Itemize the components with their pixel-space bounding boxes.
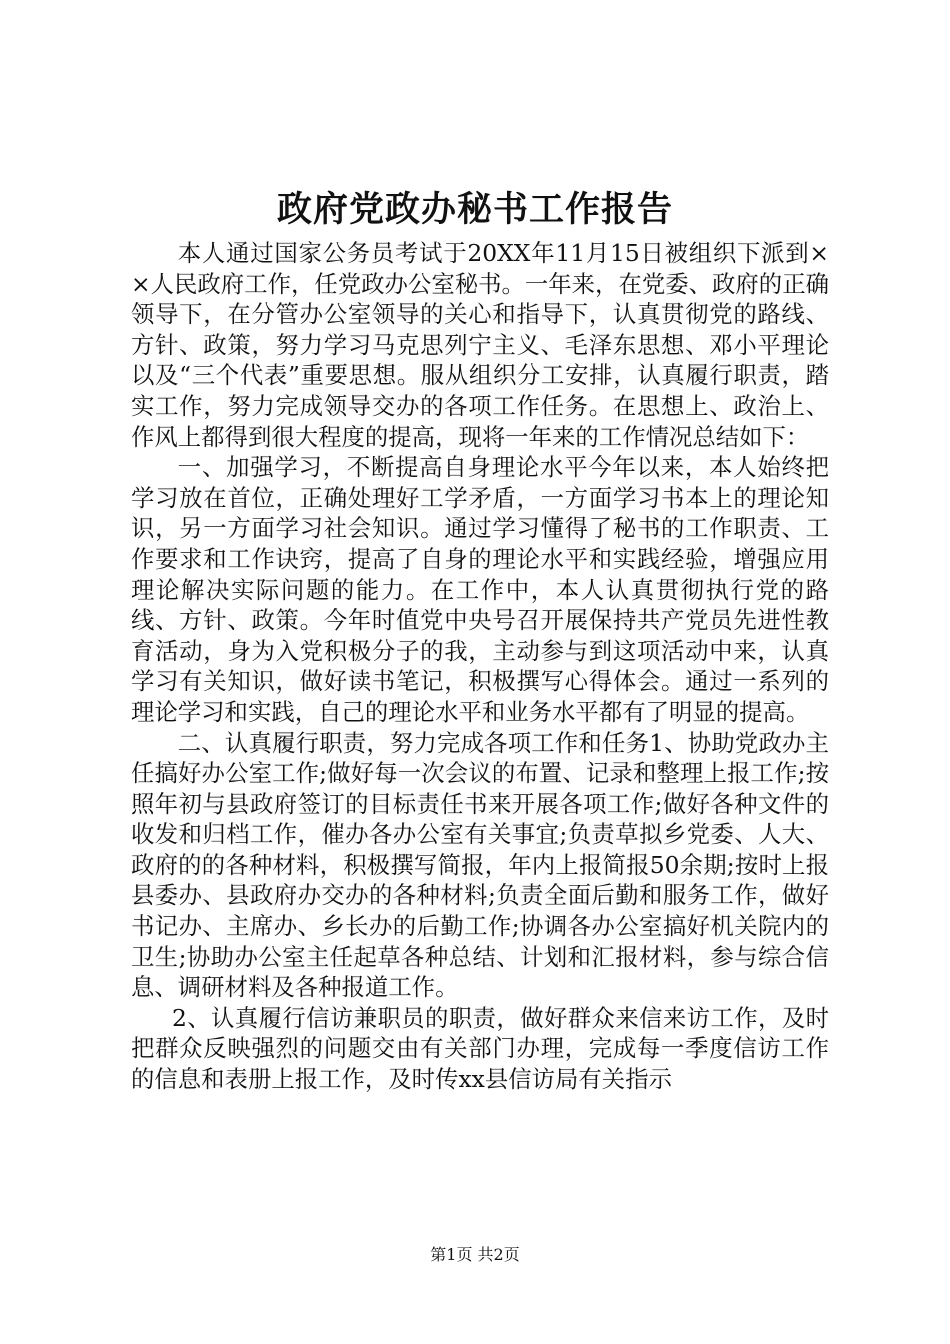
page-number-footer: 第1页 共2页: [430, 1245, 520, 1264]
paragraph-duties: 二、认真履行职责，努力完成各项工作和任务1、协助党政办主任搞好办公室工作;做好每一次会议的布置、记录和整理上报工作;按照年初与县政府签订的目标责任书来开展各项工作;做好各种文件的收发和归档工作，催办各办公室有关事宜;负责草拟乡党委、人大、政府的的各种材料，积极撰写简报，年内上报简报50余期;按时上报县委办、县政府办交办的各种材料;负责全面后勤和服务工作，做好书记办、主席办、乡长办的后勤工作;协调各办公室搞好机关院内的卫生;协助办公室主任起草各种总结、计划和汇报材料，参与综合信息、调研材料及各种报道工作。: [131, 728, 829, 1002]
document-title: 政府党政办秘书工作报告: [276, 189, 673, 230]
document-body: [131, 238, 829, 1095]
paragraph-petition: 2、认真履行信访兼职员的职责，做好群众来信来访工作，及时把群众反映强烈的问题交由有关部门办理，完成每一季度信访工作的信息和表册上报工作，及时传xx县信访局有关指示: [131, 1003, 829, 1094]
paragraph-intro: 本人通过国家公务员考试于20XX年11月15日被组织下派到××人民政府工作，任党政办公室秘书。一年来，在党委、政府的正确领导下，在分管办公室领导的关心和指导下，认真贯彻党的路线、方针、政策，努力学习马克思列宁主义、毛泽东思想、邓小平理论以及“三个代表”重要思想。服从组织分工安排，认真履行职责，踏实工作，努力完成领导交办的各项工作任务。在思想上、政治上、作风上都得到很大程度的提高，现将一年来的工作情况总结如下：: [131, 239, 829, 451]
paragraph-study: 一、加强学习，不断提高自身理论水平今年以来，本人始终把学习放在首位，正确处理好工学矛盾，一方面学习书本上的理论知识，另一方面学习社会知识。通过学习懂得了秘书的工作职责、工作要求和工作诀窍，提高了自身的理论水平和实践经验，增强应用理论解决实际问题的能力。在工作中，本人认真贯彻执行党的路线、方针、政策。今年时值党中央号召开展保持共产党员先进性教育活动，身为入党积极分子的我，主动参与到这项活动中来，认真学习有关知识，做好读书笔记，积极撰写心得体会。通过一系列的理论学习和实践，自己的理论水平和业务水平都有了明显的提高。: [131, 453, 829, 726]
